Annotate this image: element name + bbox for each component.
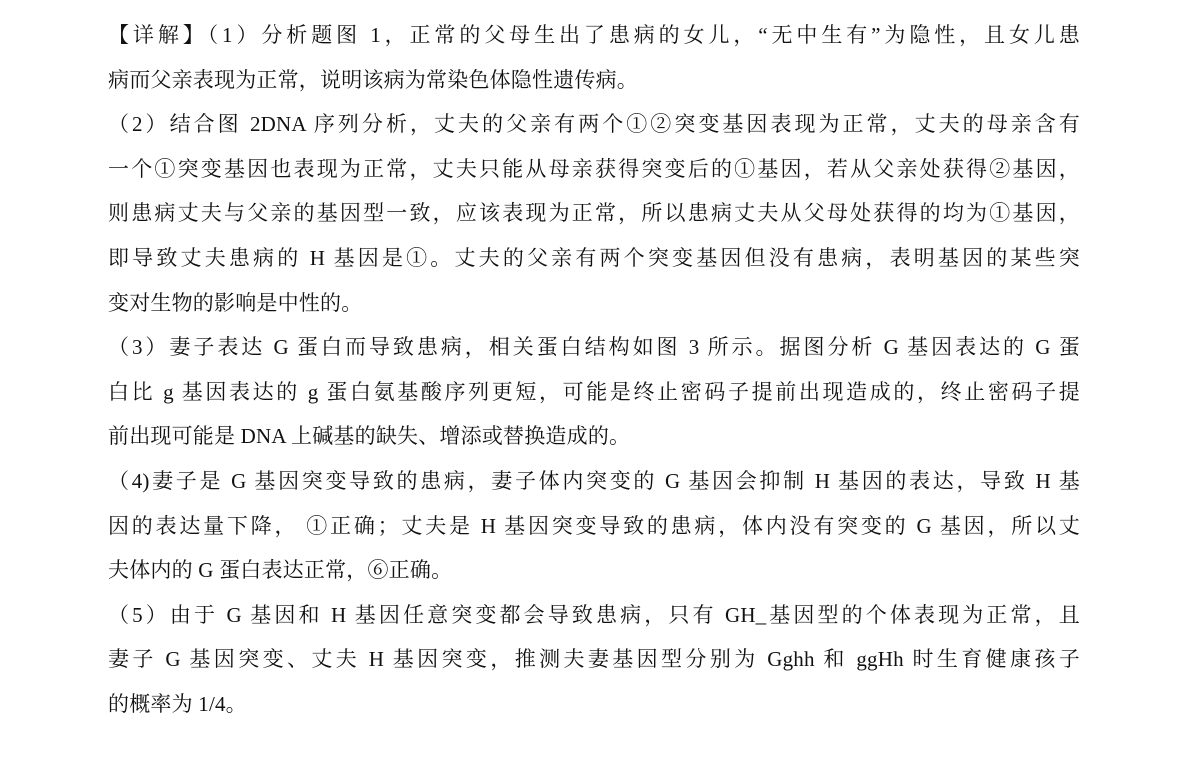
text-line: 妻子 G 基因突变、丈夫 H 基因突变，推测夫妻基因型分别为 Gghh 和 ggHh 时生育健康孩子 [108,647,1080,672]
paragraph [108,102,1080,325]
paragraph [108,325,1080,459]
answer-explanation-text [108,13,1080,727]
text-line: （2）结合图 2DNA 序列分析，丈夫的父亲有两个①②突变基因表现为正常，丈夫的母亲含有 [108,112,1080,137]
text-line: 因的表达量下降， ①正确；丈夫是 H 基因突变导致的患病，体内没有突变的 G 基因，所以丈 [108,513,1080,538]
text-line: 的概率为 1/4。 [108,691,247,716]
paragraph [108,13,1080,102]
text-line: 【详解】（1）分析题图 1，正常的父母生出了患病的女儿，“无中生有”为隐性，且女儿患 [108,23,1080,47]
text-line: （5）由于 G 基因和 H 基因任意突变都会导致患病，只有 GH_基因型的个体表现为正常，且 [108,602,1080,627]
text-line: 夫体内的 G 蛋白表达正常，⑥正确。 [108,558,453,583]
text-line: 即导致丈夫患病的 H 基因是①。丈夫的父亲有两个突变基因但没有患病，表明基因的某些突 [108,245,1080,270]
text-line: 一个①突变基因也表现为正常，丈夫只能从母亲获得突变后的①基因，若从父亲处获得②基因， [108,156,1080,181]
text-line: （3）妻子表达 G 蛋白而导致患病，相关蛋白结构如图 3 所示。据图分析 G 基因表达的 G 蛋 [108,335,1080,360]
text-line: 变对生物的影响是中性的。 [108,290,363,315]
text-line: 病而父亲表现为正常，说明该病为常染色体隐性遗传病。 [108,67,638,92]
paragraph [108,593,1080,727]
text-line: 白比 g 基因表达的 g 蛋白氨基酸序列更短，可能是终止密码子提前出现造成的，终止密码子提 [108,379,1080,404]
text-line: 则患病丈夫与父亲的基因型一致，应该表现为正常，所以患病丈夫从父母处获得的均为①基因， [108,201,1080,226]
text-line: （4)妻子是 G 基因突变导致的患病，妻子体内突变的 G 基因会抑制 H 基因的表达，导致 H 基 [108,468,1080,493]
paragraph [108,459,1080,593]
text-line: 前出现可能是 DNA 上碱基的缺失、增添或替换造成的。 [108,424,631,449]
